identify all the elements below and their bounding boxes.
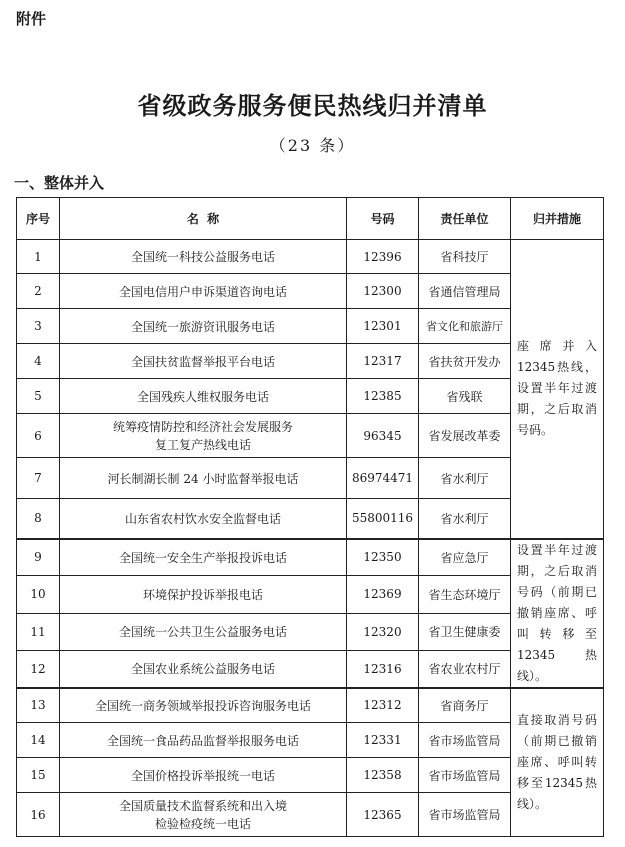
row-unit: 省卫生健康委 (419, 613, 511, 650)
row-number: 12369 (347, 576, 419, 613)
header-number: 号码 (347, 198, 419, 240)
row-number: 12301 (347, 309, 419, 344)
row-name (60, 793, 347, 837)
row-no: 6 (17, 414, 60, 458)
header-unit: 责任单位 (419, 198, 511, 240)
row-number: 86974471 (347, 458, 419, 499)
row-name: 全国统一食品药品监督举报服务电话 (60, 723, 347, 758)
row-no: 8 (17, 499, 60, 539)
row-name: 全国统一旅游资讯服务电话 (60, 309, 347, 344)
row-name: 全国电信用户申诉渠道咨询电话 (60, 274, 347, 309)
row-name-line-1: 统筹疫情防控和经济社会发展服务 (112, 419, 293, 434)
attachment-label: 附件 (16, 10, 47, 28)
row-number: 12317 (347, 344, 419, 379)
row-number: 12365 (347, 793, 419, 837)
row-name: 山东省农村饮水安全监督电话 (60, 499, 347, 539)
measure-group-2: 设置半年过渡期，之后取消号码（前期已撤销座席、呼叫转移至12345热线）。 (511, 539, 604, 688)
row-unit: 省水利厅 (419, 499, 511, 539)
page-subtitle: （23 条） (269, 136, 356, 155)
measure-group-3: 直接取消号码（前期已撤销座席、呼叫转移至12345热线）。 (511, 688, 604, 837)
row-number: 12320 (347, 613, 419, 650)
row-name: 全国农业系统公益服务电话 (60, 650, 347, 687)
row-name: 全国统一安全生产举报投诉电话 (60, 539, 347, 576)
row-unit: 省市场监管局 (419, 723, 511, 758)
page-title: 省级政务服务便民热线归并清单 (137, 92, 488, 120)
row-no: 3 (17, 309, 60, 344)
row-no: 11 (17, 613, 60, 650)
row-no: 1 (17, 240, 60, 274)
row-number: 96345 (347, 414, 419, 458)
row-name-line-1: 全国质量技术监督系统和出入境 (118, 798, 287, 813)
measure-group-1: 座席并入12345热线，设置半年过渡期，之后取消号码。 (511, 240, 604, 539)
row-unit: 省市场监管局 (419, 758, 511, 793)
row-unit: 省科技厅 (419, 240, 511, 274)
row-no: 5 (17, 379, 60, 414)
row-unit: 省生态环境厅 (419, 576, 511, 613)
row-unit: 省通信管理局 (419, 274, 511, 309)
hotline-table (16, 197, 604, 837)
row-name: 全国统一科技公益服务电话 (60, 240, 347, 274)
row-number: 12331 (347, 723, 419, 758)
row-name: 全国残疾人维权服务电话 (60, 379, 347, 414)
header-measure: 归并措施 (511, 198, 604, 240)
row-name: 河长制湖长制 24 小时监督举报电话 (60, 458, 347, 499)
row-no: 16 (17, 793, 60, 837)
row-name: 全国统一商务领域举报投诉咨询服务电话 (60, 688, 347, 723)
row-number: 12312 (347, 688, 419, 723)
row-unit: 省农业农村厅 (419, 650, 511, 687)
row-number: 12358 (347, 758, 419, 793)
header-no: 序号 (17, 198, 60, 240)
row-unit: 省文化和旅游厅 (419, 309, 511, 344)
row-no: 9 (17, 539, 60, 576)
row-name: 全国扶贫监督举报平台电话 (60, 344, 347, 379)
row-name (60, 414, 347, 458)
row-no: 14 (17, 723, 60, 758)
header-name: 名 称 (60, 198, 347, 240)
row-number: 12350 (347, 539, 419, 576)
row-number: 12300 (347, 274, 419, 309)
table-row (17, 688, 604, 723)
row-name: 环境保护投诉举报电话 (60, 576, 347, 613)
row-unit: 省扶贫开发办 (419, 344, 511, 379)
row-no: 12 (17, 650, 60, 687)
row-no: 15 (17, 758, 60, 793)
row-number: 55800116 (347, 499, 419, 539)
row-unit: 省水利厅 (419, 458, 511, 499)
row-unit: 省应急厅 (419, 539, 511, 576)
row-unit: 省残联 (419, 379, 511, 414)
row-name: 全国价格投诉举报统一电话 (60, 758, 347, 793)
row-name-line-2: 检验检疫统一电话 (154, 816, 251, 831)
row-no: 7 (17, 458, 60, 499)
row-name-line-2: 复工复产热线电话 (154, 437, 251, 452)
section-heading: 一、整体并入 (14, 174, 105, 192)
row-no: 2 (17, 274, 60, 309)
row-unit: 省市场监管局 (419, 793, 511, 837)
row-no: 10 (17, 576, 60, 613)
row-number: 12316 (347, 650, 419, 687)
row-number: 12396 (347, 240, 419, 274)
row-no: 13 (17, 688, 60, 723)
row-no: 4 (17, 344, 60, 379)
row-unit: 省商务厅 (419, 688, 511, 723)
table-header-row (17, 198, 604, 240)
row-number: 12385 (347, 379, 419, 414)
table-row (17, 539, 604, 576)
row-unit: 省发展改革委 (419, 414, 511, 458)
table-row (17, 240, 604, 274)
row-name: 全国统一公共卫生公益服务电话 (60, 613, 347, 650)
